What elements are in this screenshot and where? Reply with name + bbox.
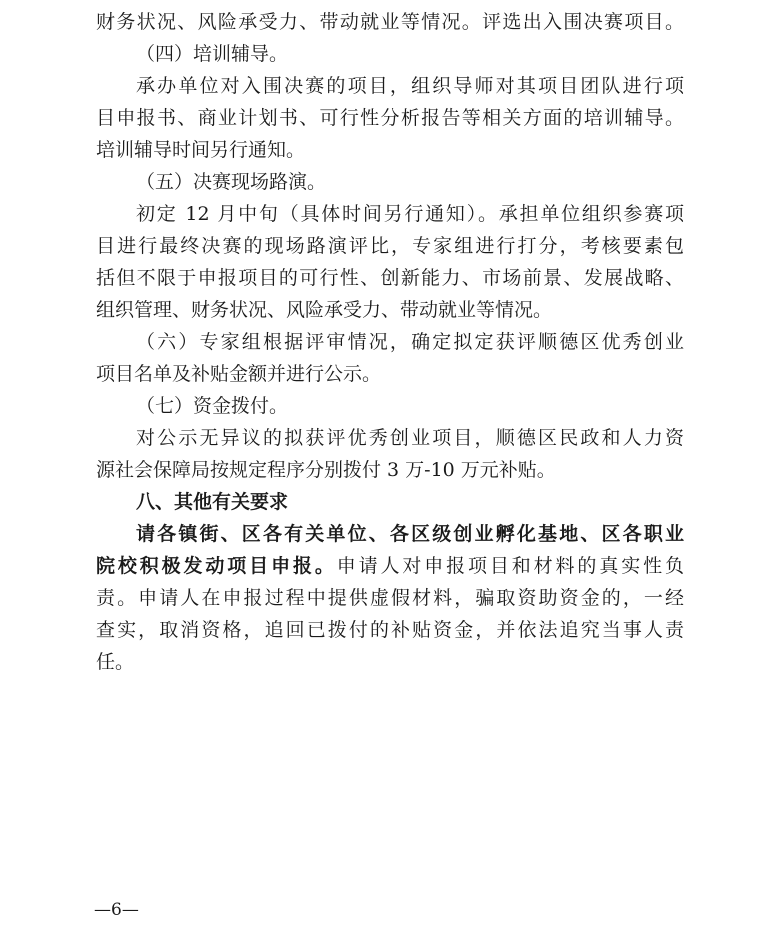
section-heading-5: （五）决赛现场路演。: [136, 171, 327, 193]
section-heading-7: （七）资金拨付。: [136, 395, 289, 417]
bold-phrase: 院校积极发动项目申报。: [96, 555, 337, 577]
text-phrase: 申请人对申报项目和材料的真实性负: [336, 555, 684, 577]
text-line-4: 目申报书、商业计划书、可行性分析报告等相关方面的培训辅导。: [96, 107, 684, 129]
text-line-10: 组织管理、财务状况、风险承受力、带动就业等情况。: [96, 299, 553, 321]
text-line-19: 责。申请人在申报过程中提供虚假材料，骗取资助资金的，一经: [96, 587, 684, 609]
text-line-5: 培训辅导时间另行通知。: [96, 139, 306, 161]
text-line-17: 请各镇街、区各有关单位、各区级创业孵化基地、区各职业: [136, 523, 684, 545]
text-line-3: 承办单位对入围决赛的项目，组织导师对其项目团队进行项: [136, 75, 684, 97]
text-line-15: 源社会保障局按规定程序分别拨付 3 万-10 万元补贴。: [96, 459, 556, 481]
section-heading-8: 八、其他有关要求: [136, 491, 289, 513]
text-line-14: 对公示无异议的拟获评优秀创业项目，顺德区民政和人力资: [136, 427, 684, 449]
section-heading-4: （四）培训辅导。: [136, 43, 289, 65]
text-line-21: 任。: [96, 651, 135, 673]
page-number: —6—: [94, 900, 139, 920]
text-line-12: 项目名单及补贴金额并进行公示。: [96, 363, 382, 385]
text-line-8: 目进行最终决赛的现场路演评比，专家组进行打分，考核要素包: [96, 235, 684, 257]
text-line-9: 括但不限于申报项目的可行性、创新能力、市场前景、发展战略、: [96, 267, 684, 289]
text-line-18: [96, 550, 684, 582]
text-line-1: 财务状况、风险承受力、带动就业等情况。评选出入围决赛项目。: [96, 11, 684, 33]
text-line-20: 查实，取消资格，追回已拨付的补贴资金，并依法追究当事人责: [96, 619, 684, 641]
document-body: [96, 6, 684, 678]
section-heading-6: （六）专家组根据评审情况，确定拟定获评顺德区优秀创业: [136, 331, 684, 353]
text-line-7: 初定 12 月中旬（具体时间另行通知）。承担单位组织参赛项: [136, 203, 684, 225]
